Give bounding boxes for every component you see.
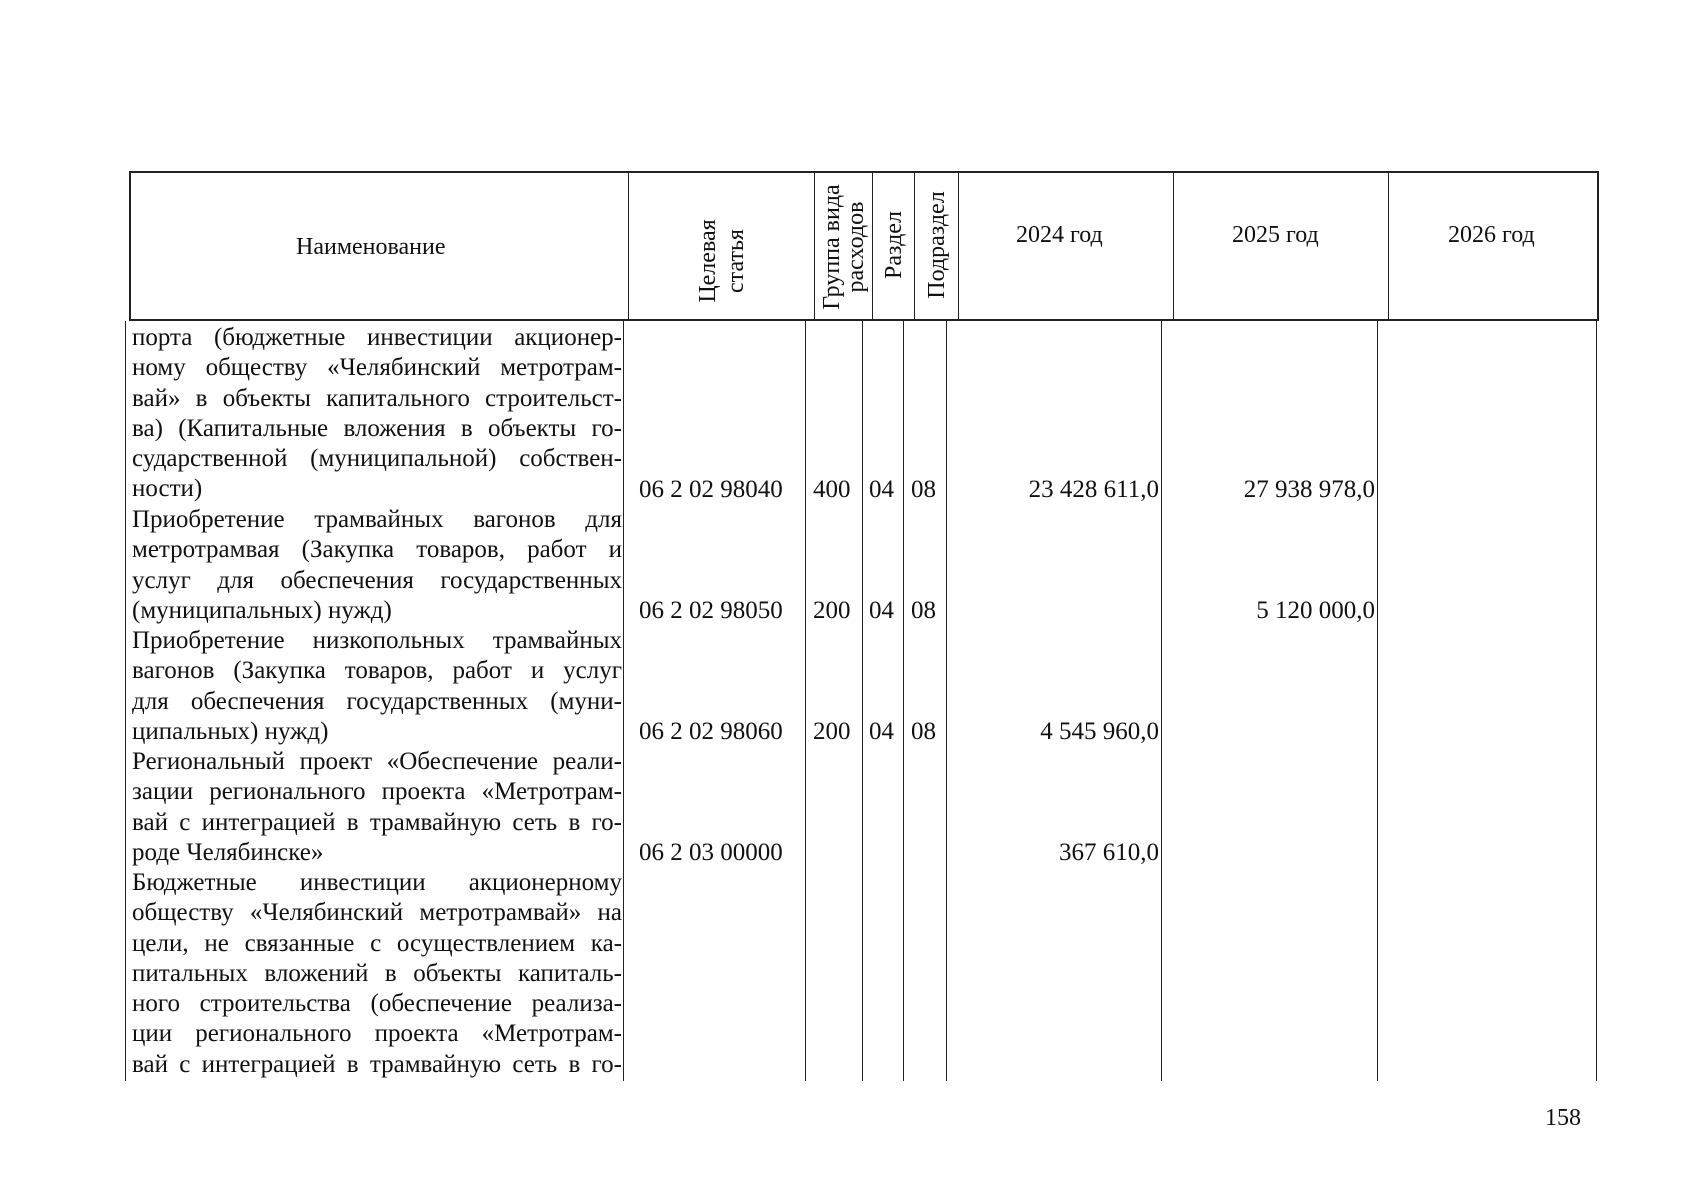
header-group-cell — [814, 173, 872, 321]
row-section: 04 — [869, 718, 894, 745]
header-section: Раздел — [881, 211, 907, 279]
row-section: 04 — [869, 597, 894, 624]
header-2026-cell — [1388, 173, 1599, 321]
column-divider — [623, 321, 624, 1081]
row-text-line: ва) (Капитальные вложения в объекты го- — [132, 414, 622, 442]
row-text-line: ции регионального проекта «Метротрам- — [132, 1020, 622, 1048]
row-code: 06 2 02 98050 — [639, 597, 783, 624]
row-text-line: ности) — [132, 475, 203, 503]
header-section-cell — [872, 173, 914, 321]
row-text-line: Бюджетные инвестиции акционерному — [132, 869, 622, 896]
row-2025: 5 120 000,0 — [1256, 597, 1375, 624]
row-text-line: вагонов (Закупка товаров, работ и услуг — [132, 657, 622, 685]
page-number: 158 — [1545, 1105, 1581, 1131]
column-divider — [946, 321, 947, 1081]
header-name-cell — [131, 173, 628, 321]
column-divider — [1377, 321, 1378, 1081]
header-name: Наименование — [296, 234, 446, 260]
row-subsection: 08 — [911, 476, 936, 503]
row-text-line: ципальных) нужд) — [132, 717, 329, 745]
row-text-line: порта (бюджетные инвестиции акционер- — [132, 324, 622, 351]
row-subsection: 08 — [911, 718, 936, 745]
column-divider — [805, 321, 806, 1081]
row-text-line: ному обществу «Челябинский метротрам- — [132, 354, 622, 382]
row-text-line: вай с интеграцией в трамвайную сеть в го- — [132, 1050, 622, 1078]
column-divider — [862, 321, 863, 1081]
row-code: 06 2 02 98040 — [639, 476, 783, 503]
row-section: 04 — [869, 476, 894, 503]
header-subsection: Подраздел — [924, 191, 950, 299]
row-2024: 23 428 611,0 — [1028, 476, 1159, 503]
row-subsection: 08 — [911, 597, 936, 624]
row-text-line: цели, не связанные с осуществлением ка- — [132, 929, 622, 957]
row-2025: 27 938 978,0 — [1243, 476, 1375, 503]
table-header — [129, 171, 1599, 321]
row-2024: 367 610,0 — [1059, 839, 1159, 866]
row-text-line: Региональный проект «Обеспечение реали- — [132, 748, 622, 775]
row-text-line: сударственной (муниципальной) собствен- — [132, 445, 622, 473]
row-text-line: (муниципальных) нужд) — [132, 596, 392, 624]
row-text-line: вай» в объекты капитального строительст- — [132, 384, 622, 412]
header-group: Группа вида расходов — [819, 184, 869, 310]
header-target: Целевая статья — [695, 219, 749, 303]
row-text-line: метротрамвая (Закупка товаров, работ и — [132, 536, 622, 564]
row-text-line: для обеспечения государственных (муни- — [132, 687, 622, 715]
header-2025-cell — [1173, 173, 1388, 321]
column-divider — [1161, 321, 1162, 1081]
table-row-name — [132, 505, 622, 626]
column-divider — [1596, 321, 1597, 1081]
row-text-line: питальных вложений в объекты капиталь- — [132, 959, 622, 987]
row-code: 06 2 03 00000 — [639, 839, 783, 866]
header-target-cell — [628, 173, 814, 321]
row-group: 400 — [813, 476, 851, 503]
row-text-line: услуг для обеспечения государственных — [132, 566, 622, 594]
row-2024: 4 545 960,0 — [1040, 718, 1159, 745]
row-text-line: обществу «Челябинский метротрамвай» на — [132, 899, 622, 927]
header-2026: 2026 год — [1448, 222, 1535, 248]
header-2024: 2024 год — [1016, 222, 1103, 248]
header-2024-cell — [958, 173, 1173, 321]
row-text-line: ного строительства (обеспечение реализа- — [132, 990, 622, 1018]
row-text-line: роде Челябинске» — [132, 838, 324, 866]
row-code: 06 2 02 98060 — [639, 718, 783, 745]
header-2025: 2025 год — [1232, 222, 1319, 248]
row-group: 200 — [813, 718, 851, 745]
table-row-name — [132, 626, 622, 747]
column-divider — [903, 321, 904, 1081]
row-group: 200 — [813, 597, 851, 624]
row-text-line: Приобретение трамвайных вагонов для — [132, 506, 622, 533]
row-text-line: Приобретение низкопольных трамвайных — [132, 627, 622, 654]
column-divider — [125, 321, 126, 1081]
header-subsection-cell — [914, 173, 958, 321]
table-row-name — [132, 323, 622, 505]
table-row-name — [132, 868, 622, 1080]
table-row-name — [132, 747, 622, 868]
row-text-line: зации регионального проекта «Метротрам- — [132, 778, 622, 806]
row-text-line: вай с интеграцией в трамвайную сеть в го- — [132, 808, 622, 836]
